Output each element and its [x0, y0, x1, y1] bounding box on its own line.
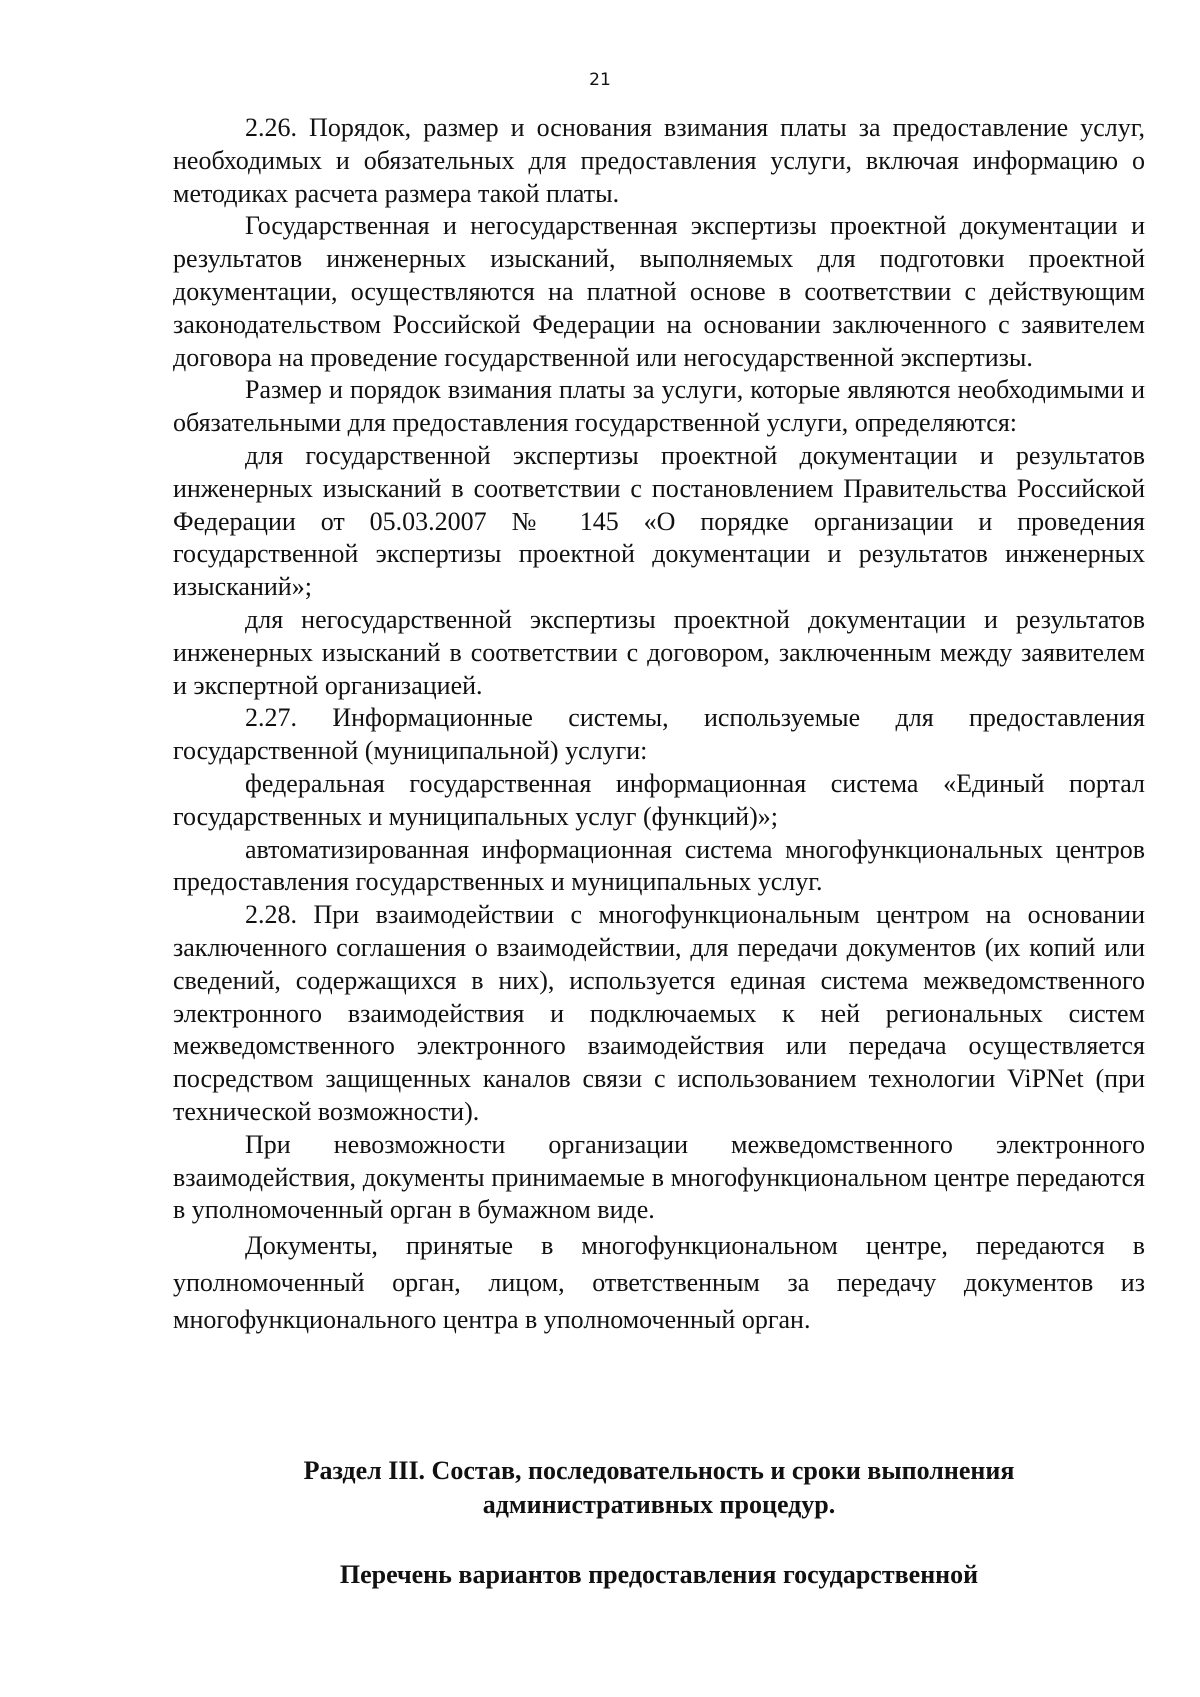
- section-headings: [173, 1454, 1145, 1592]
- paragraph-2-28: 2.28. При взаимодействии с многофункциональным центром на основании заключенного соглашения о взаимодействии, для передачи документов (их копий или сведений, содержащихся в них), используется единая система межведомственного электронного взаимодействия и подключаемых к ней региональных систем межведомственного электронного взаимодействия или передача осуществляется посредством защищенных каналов связи с использованием технологии ViPNet (при технической возможности).: [173, 900, 1145, 1126]
- paragraph-state-expertise: для государственной экспертизы проектной документации и результатов инженерных изысканий в соответствии с постановлением Правительства Российской Федерации от 05.03.2007 № 145 «О порядке организации и проведения государственной экспертизы проектной документации и результатов инженерных изысканий»;: [173, 440, 1145, 602]
- paragraph-fee-size-order: Размер и порядок взимания платы за услуги, которые являются необходимыми и обязательными для предоставления государственной услуги, определяются:: [173, 375, 1145, 438]
- section-title-line-1: Раздел III. Состав, последовательность и сроки выполнения: [303, 1456, 1015, 1485]
- paragraph-mfc-system: автоматизированная информационная система многофункциональных центров предоставления государственных и муниципальных услуг.: [173, 834, 1145, 897]
- document-body: [173, 112, 1145, 1338]
- section-title: [173, 1454, 1145, 1522]
- paragraph-documents-transfer: Документы, принятые в многофункциональном центре, передаются в уполномоченный орган, лицом, ответственным за передачу документов из многофункционального центра в уполномоченный орган.: [173, 1231, 1145, 1335]
- paragraph-non-state-expertise: для негосударственной экспертизы проектной документации и результатов инженерных изысканий в соответствии с договором, заключенным между заявителем и экспертной организацией.: [173, 604, 1145, 700]
- subsection-title: Перечень вариантов предоставления государственной: [339, 1560, 979, 1589]
- paragraph-2-27: 2.27. Информационные системы, используемые для предоставления государственной (муниципальной) услуги:: [173, 703, 1145, 766]
- page-number: 21: [589, 70, 611, 90]
- paragraph-expertise-fee-basis: Государственная и негосударственная экспертизы проектной документации и результатов инженерных изысканий, выполняемых для подготовки проектной документации, осуществляются на платной основе в соответствии с действующим законодательством Российской Федерации на основании заключенного с заявителем договора на проведение государственной или негосударственной экспертизы.: [173, 211, 1145, 372]
- section-title-line-2: административных процедур.: [482, 1490, 836, 1519]
- paragraph-federal-portal: федеральная государственная информационная система «Единый портал государственных и муниципальных услуг (функций)»;: [173, 768, 1145, 831]
- paragraph-2-26: 2.26. Порядок, размер и основания взимания платы за предоставление услуг, необходимых и обязательных для предоставления услуги, включая информацию о методиках расчета размера такой платы.: [173, 113, 1145, 208]
- paragraph-paper-transfer: При невозможности организации межведомственного электронного взаимодействия, документы принимаемые в многофункциональном центре передаются в уполномоченный орган в бумажном виде.: [173, 1129, 1145, 1225]
